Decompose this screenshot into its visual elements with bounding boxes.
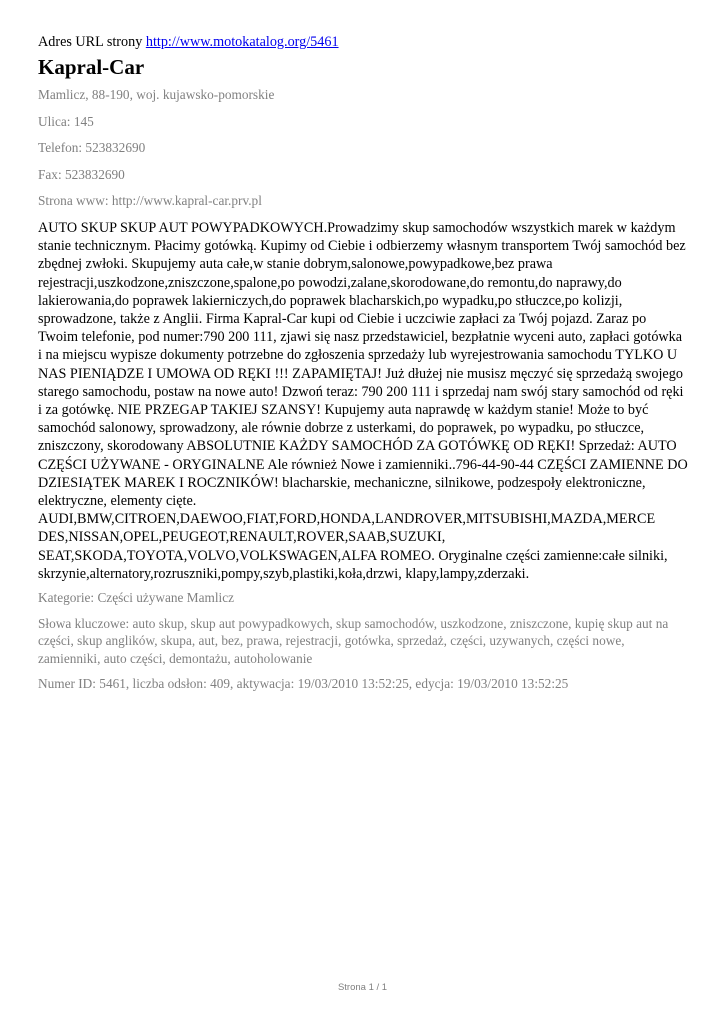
document-page: [38, 33, 688, 701]
source-url-link[interactable]: http://www.motokatalog.org/5461: [145, 34, 339, 50]
listing-description: AUTO SKUP SKUP AUT POWYPADKOWYCH.Prowadzimy skup samochodów wszystkich marek w każdym stanie technicznym. Płacimy gotówką. Kupimy od Ciebie i odbierzemy własnym transportem Twój samochód bez zbędnej zwłoki. Skupujemy auta całe,w stanie dobrym,salonowe,powypadkowe,bez prawa rejestracji,uszkodzone,zniszczone,spalone,po powodzi,zalane,skorodowane,do remontu,do naprawy,do lakierowania,do poprawek lakierniczych,do poprawek blacharskich,po wypadku,po stłuczce,po kolizji, sprowadzone, także z Anglii. Firma Kapral-Car kupi od Ciebie i uczciwie zapłaci za Twój pojazd. Zaraz po Twoim telefonie, pod numer:790 200 111, zjawi się nasz przedstawiciel, bezpłatnie wyceni auto, zapłaci gotówka i na miejscu wypisze dokumenty potrzebne do zgłoszenia sprzedaży lub wyrejestrowania samochodu TYLKO U NAS PIENIĄDZE I UMOWA OD RĘKI !!! ZAPAMIĘTAJ! Już dłużej nie musisz męczyć się sprzedażą swojego starego samochodu, postaw na nowe auto! Dzwoń teraz: 790 200 111 i sprzedaj nam swój stary samochód od ręki i za gotówkę. NIE PRZEGAP TAKIEJ SZANSY! Kupujemy auta naprawdę w każdym stanie! Może to być samochód salonowy, sprowadzony, ale równie dobrze z usterkami, do poprawek, po wypadku, po stłuczce, zniszczony, skorodowany ABSOLUTNIE KAŻDY SAMOCHÓD ZA GOTÓWKĘ OD RĘKI! Sprzedaż: AUTO CZĘŚCI UŻYWANE - ORYGINALNE Ale również Nowe i zamienniki..796-44-90-44 CZĘŚCI ZAMIENNE DO DZIESIĄTEK MAREK I ROCZNIKÓW! blacharskie, mechaniczne, silnikowe, podzespoły elektroniczne, elektryczne, elementy cięte. AUDI,BMW,CITROEN,DAEWOO,FIAT,FORD,HONDA,LANDROVER,MITSUBISHI,MAZDA,MERCE DES,NISSAN,OPEL,PEUGEOT,RENAULT,ROVER,SAAB,SUZUKI, SEAT,SKODA,TOYOTA,VOLVO,VOLKSWAGEN,ALFA ROMEO. Oryginalne części zamienne:całe silniki, skrzynie,alternatory,rozruszniki,pompy,szyb,plastiki,koła,drzwi, klapy,lampy,zderzaki.: [38, 220, 688, 582]
listing-record-info: Numer ID: 5461, liczba odsłon: 409, aktywacja: 19/03/2010 13:52:25, edycja: 19/03/2010 13:52:25: [38, 676, 569, 692]
company-phone: Telefon: 523832690: [38, 140, 146, 155]
company-title: Kapral-Car: [38, 55, 145, 79]
company-street: Ulica: 145: [38, 113, 94, 129]
company-fax: Fax: 523832690: [38, 166, 125, 182]
company-website: Strona www: http://www.kapral-car.prv.pl: [38, 193, 262, 208]
listing-keywords: Słowa kluczowe: auto skup, skup aut powypadkowych, skup samochodów, uszkodzone, zniszczone, kupię skup aut na części, skup anglików, skupa, aut, bez, prawa, rejestracji, gotówka, sprzedaż, części, uzywanych, części nowe, zamienniki, auto części, demontażu, autoholowanie: [38, 615, 669, 666]
url-label: Adres URL strony: [38, 34, 143, 50]
page-number: Strona 1 / 1: [337, 982, 388, 993]
listing-categories: Kategorie: Części używane Mamlicz: [38, 590, 235, 606]
url-line: [38, 33, 688, 52]
company-address: Mamlicz, 88-190, woj. kujawsko-pomorskie: [38, 87, 275, 102]
